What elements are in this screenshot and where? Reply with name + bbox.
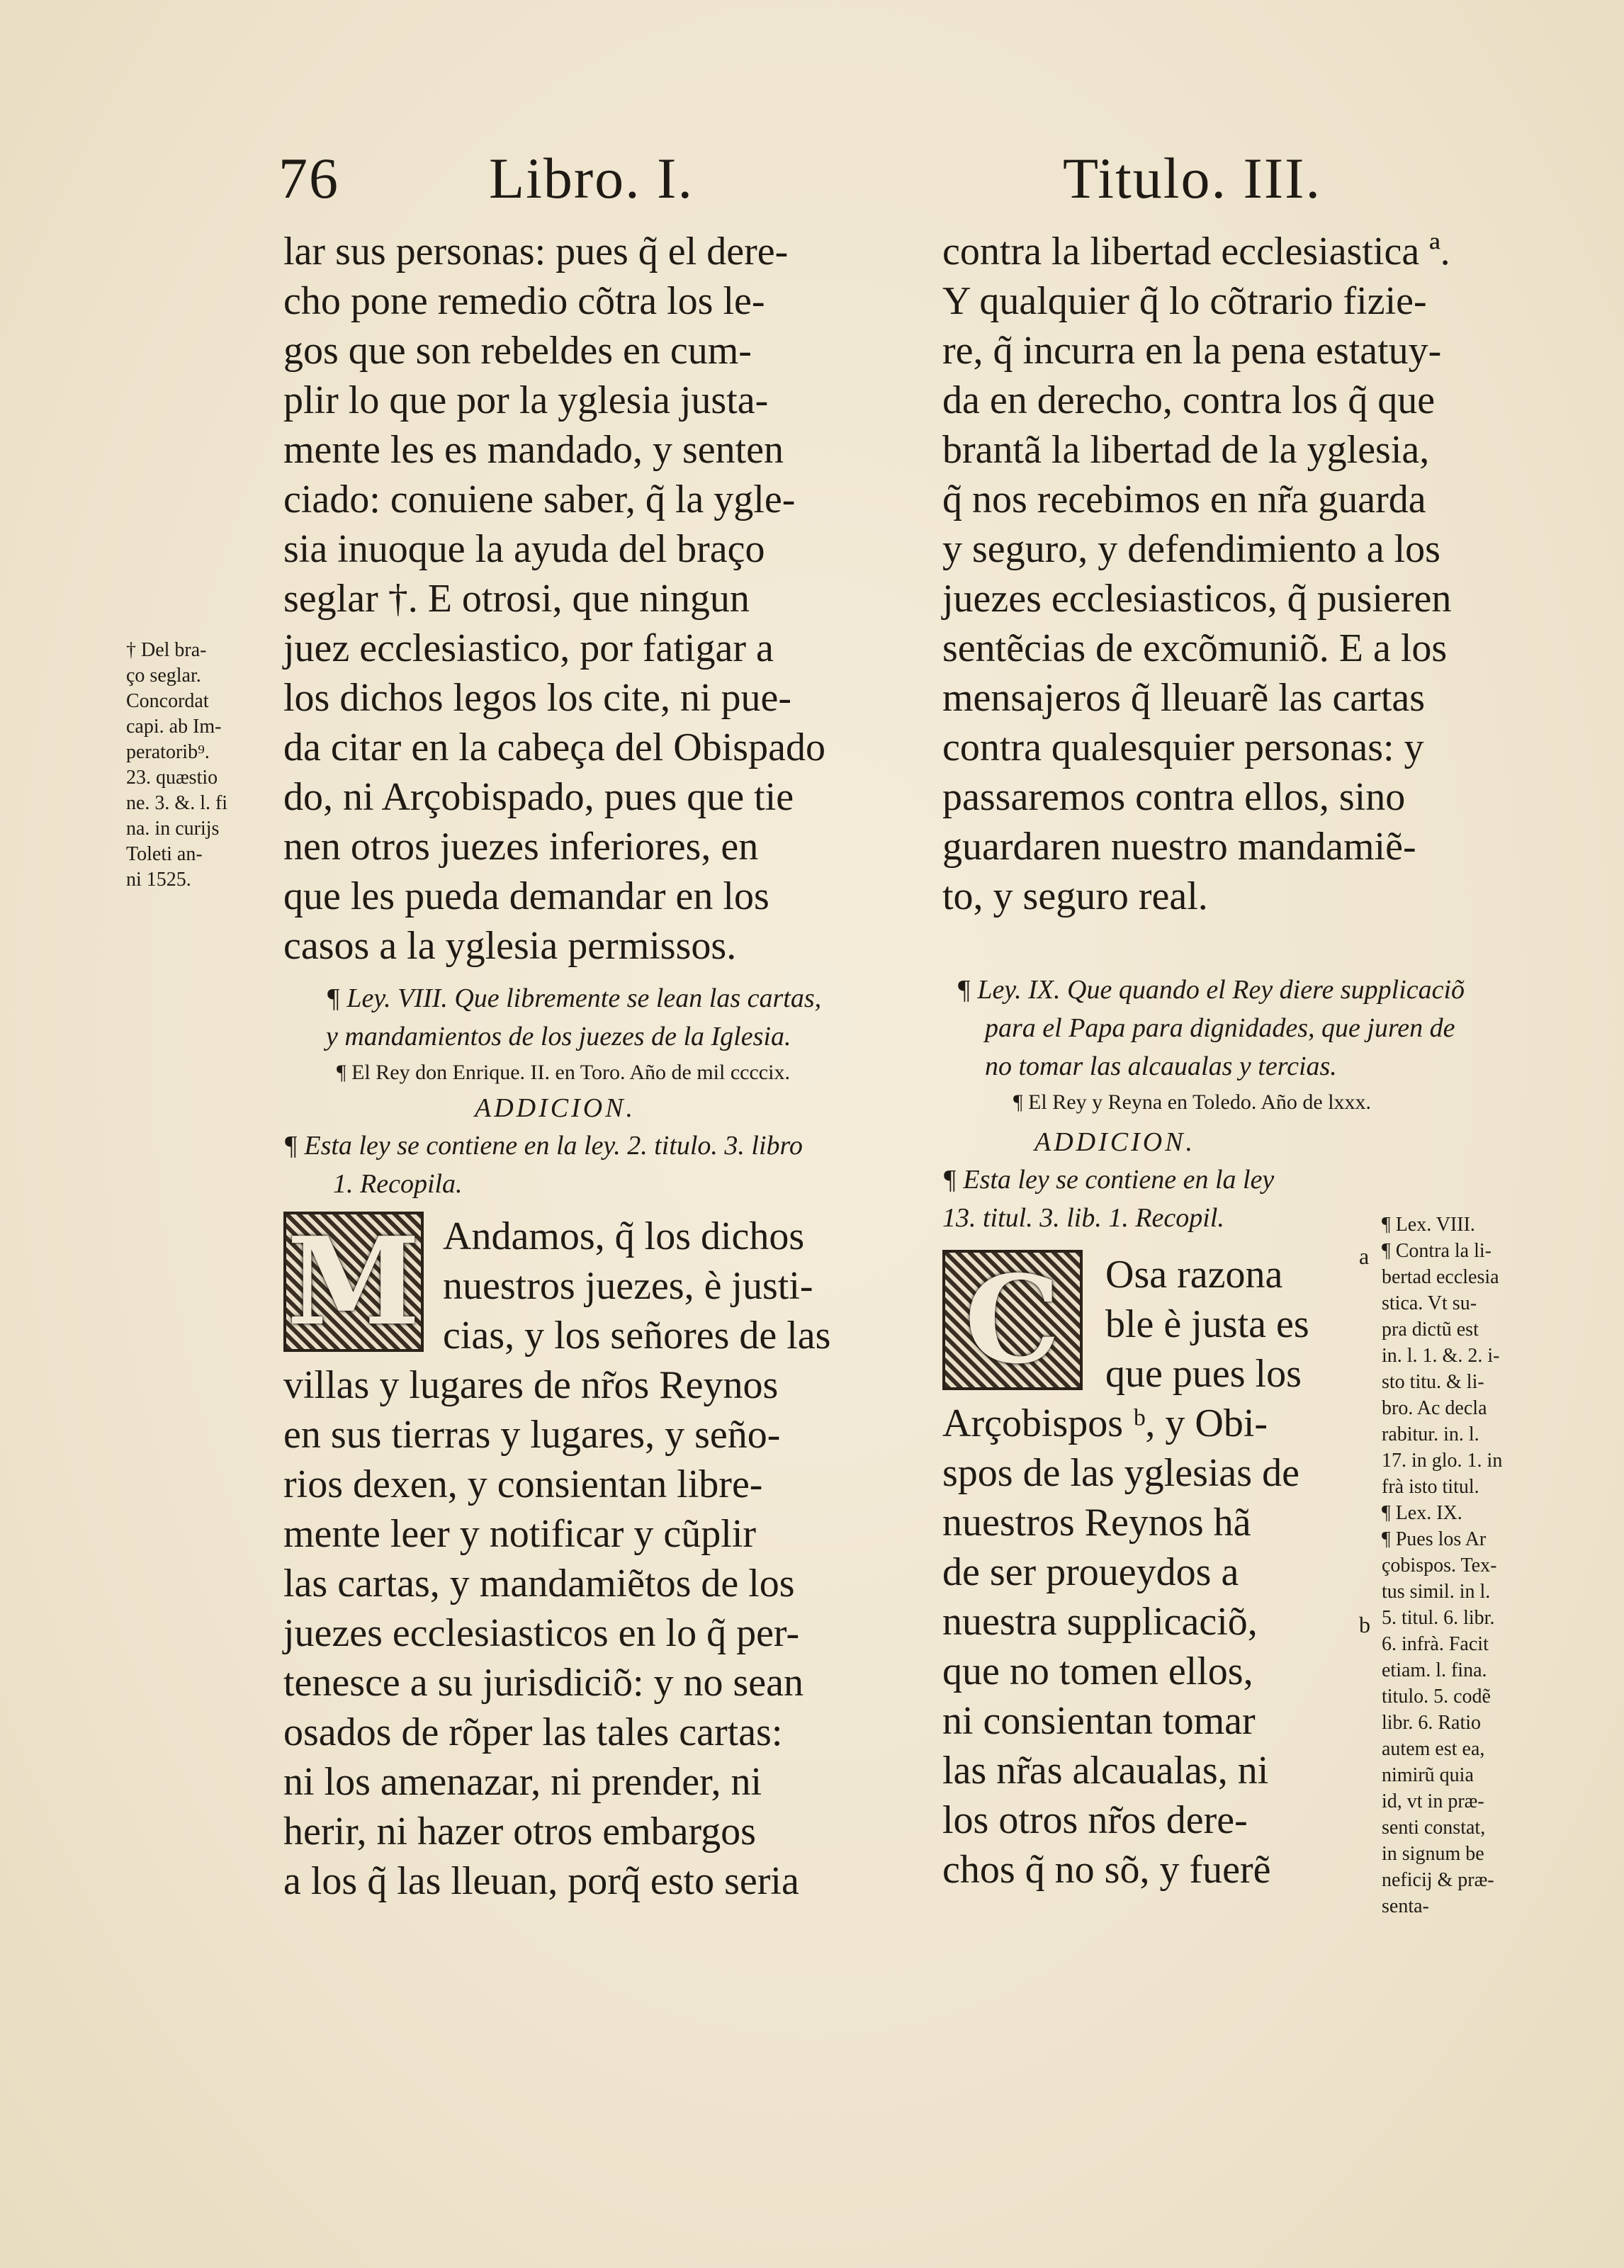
- ley-source: ¶ El Rey don Enrique. II. en Toro. Año de mil ccccix.: [337, 1061, 790, 1084]
- text-line: da en derecho, contra los q̃ que: [942, 378, 1436, 422]
- margin-note-line: 5. titul. 6. libr.: [1382, 1607, 1495, 1629]
- margin-note-line: senta-: [1382, 1895, 1429, 1917]
- initial-letter: M: [286, 1211, 421, 1353]
- margin-note-line: ¶ Contra la li-: [1382, 1240, 1492, 1262]
- addicion-note: ¶ Esta ley se contiene en la ley: [942, 1165, 1275, 1195]
- margin-note-line: bertad ecclesia: [1382, 1266, 1499, 1288]
- text-line: re, q̃ incurra en la pena estatuy-: [942, 329, 1442, 373]
- text-line: herir, ni hazer otros embargos: [283, 1810, 756, 1854]
- text-line: to, y seguro real.: [942, 874, 1208, 918]
- margin-note-line: ni 1525.: [126, 869, 191, 891]
- text-line: que no tomen ellos,: [942, 1649, 1253, 1693]
- header-title: Titulo. III.: [1063, 146, 1321, 210]
- text-line: y seguro, y defendimiento a los: [942, 527, 1440, 571]
- text-line: Osa razona: [1105, 1253, 1283, 1297]
- text-line: que pues los: [1105, 1352, 1302, 1396]
- margin-note-line: capi. ab Im-: [126, 716, 222, 738]
- text-line: ble è justa es: [1105, 1302, 1309, 1346]
- margin-note-line: çobispos. Tex-: [1382, 1555, 1497, 1576]
- margin-note-line: etiam. l. fina.: [1382, 1659, 1487, 1681]
- text-line: nuestra supplicaciõ,: [942, 1600, 1258, 1644]
- margin-note-line: ¶ Lex. VIII.: [1382, 1214, 1475, 1236]
- text-line: do, ni Arçobispado, pues que tie: [283, 775, 794, 819]
- margin-marker-a: a: [1359, 1243, 1370, 1269]
- decorated-initial: [283, 1212, 424, 1352]
- margin-note-line: 17. in glo. 1. in: [1382, 1450, 1503, 1472]
- initial-letter: C: [964, 1249, 1061, 1391]
- addicion-title: ADDICION.: [475, 1093, 636, 1123]
- margin-note-line: libr. 6. Ratio: [1382, 1712, 1481, 1734]
- text-line: cias, y los señores de las: [443, 1314, 831, 1358]
- margin-note-line: Concordat: [126, 690, 209, 712]
- margin-note-line: na. in curijs: [126, 818, 220, 840]
- ley-source: ¶ El Rey y Reyna en Toledo. Año de lxxx.: [1013, 1090, 1372, 1114]
- text-line: ciado: conuiene saber, q̃ la ygle-: [283, 478, 796, 521]
- ley-heading-cont: no tomar las alcaualas y tercias.: [985, 1051, 1337, 1081]
- margin-note-line: 6. infrà. Facit: [1382, 1633, 1489, 1655]
- text-line: seglar †. E otrosi, que ningun: [283, 577, 750, 621]
- text-line: plir lo que por la yglesia justa-: [283, 378, 769, 422]
- text-line: tenesce a su jurisdiciõ: y no sean: [283, 1661, 804, 1705]
- text-line: casos a la yglesia permissos.: [283, 924, 737, 968]
- margin-note-line: ne. 3. &. l. fi: [126, 792, 228, 814]
- text-line: chos q̃ no sõ, y fuerẽ: [942, 1848, 1271, 1892]
- margin-note-line: bro. Ac decla: [1382, 1397, 1487, 1419]
- text-line: mente les es mandado, y senten: [283, 428, 784, 472]
- ley-heading: ¶ Ley. VIII. Que libremente se lean las cartas,: [326, 983, 822, 1013]
- text-line: da citar en la cabeça del Obispado: [283, 726, 825, 769]
- initial-block: [283, 1212, 907, 1360]
- margin-note-line: pra dictũ est: [1382, 1319, 1479, 1341]
- text-line: q̃ nos recebimos en nr̃a guarda: [942, 478, 1426, 521]
- text-line: los otros nr̃os dere-: [942, 1798, 1248, 1842]
- text-line: rios dexen, y consientan libre-: [283, 1462, 763, 1506]
- margin-note-line: rabitur. in. l.: [1382, 1423, 1479, 1445]
- text-line: mensajeros q̃ lleuarẽ las cartas: [942, 676, 1426, 720]
- margin-note-line: id, vt in præ-: [1382, 1790, 1484, 1812]
- margin-note-line: tus simil. in l.: [1382, 1581, 1491, 1603]
- text-line: nen otros juezes inferiores, en: [283, 825, 759, 869]
- text-line: a los q̃ las lleuan, porq̃ esto seria: [283, 1859, 799, 1903]
- text-line: sia inuoque la ayuda del braço: [283, 527, 765, 571]
- left-margin-note: [126, 638, 227, 893]
- margin-note-line: † Del bra-: [126, 639, 207, 661]
- margin-note-line: ¶ Pues los Ar: [1382, 1528, 1487, 1550]
- text-line: lar sus personas: pues q̃ el dere-: [283, 230, 789, 273]
- text-line: spos de las yglesias de: [942, 1451, 1299, 1495]
- text-line: contra la libertad ecclesiastica ª.: [942, 230, 1450, 273]
- text-line: los dichos legos los cite, ni pue-: [283, 676, 792, 720]
- margin-marker-b: b: [1359, 1612, 1370, 1637]
- margin-note-line: in signum be: [1382, 1843, 1484, 1865]
- text-line: juez ecclesiastico, por fatigar a: [283, 626, 774, 670]
- margin-note-line: autem est ea,: [1382, 1738, 1485, 1760]
- text-line: Y qualquier q̃ lo cõtrario fizie-: [942, 279, 1427, 323]
- text-line: ni los amenazar, ni prender, ni: [283, 1760, 762, 1804]
- ley-heading-cont: y mandamientos de los juezes de la Iglesia.: [326, 1022, 791, 1051]
- ley-heading-cont: para el Papa para dignidades, que juren de: [985, 1013, 1455, 1043]
- margin-note-line: sto titu. & li-: [1382, 1371, 1484, 1393]
- margin-note-line: in. l. 1. &. 2. i-: [1382, 1345, 1500, 1367]
- margin-note-line: ¶ Lex. IX.: [1382, 1502, 1462, 1524]
- text-line: mente leer y notificar y cũplir: [283, 1512, 757, 1556]
- margin-note-line: titulo. 5. codẽ: [1382, 1686, 1491, 1708]
- margin-note-line: nimirũ quia: [1382, 1764, 1474, 1786]
- text-line: cho pone remedio cõtra los le-: [283, 279, 765, 323]
- text-line: gos que son rebeldes en cum-: [283, 329, 752, 373]
- text-line: de ser proueydos a: [942, 1550, 1239, 1594]
- margin-note-line: peratorib⁹.: [126, 741, 210, 763]
- margin-note-line: frà isto titul.: [1382, 1476, 1479, 1498]
- margin-note-line: neficij & præ-: [1382, 1869, 1494, 1891]
- margin-note-line: 23. quæstio: [126, 767, 218, 789]
- text-line: ni consientan tomar: [942, 1699, 1256, 1743]
- margin-note-line: Toleti an-: [126, 843, 203, 865]
- addicion-note: ¶ Esta ley se contiene en la ley. 2. titulo. 3. libro: [283, 1131, 803, 1161]
- decorated-initial: [942, 1250, 1083, 1390]
- addicion-note-cont: 1. Recopila.: [333, 1169, 463, 1199]
- text-line: brantã la libertad de la yglesia,: [942, 428, 1430, 472]
- addicion-title: ADDICION.: [1034, 1127, 1196, 1157]
- text-line: en sus tierras y lugares, y seño-: [283, 1413, 781, 1457]
- text-line: que les pueda demandar en los: [283, 874, 769, 918]
- text-line: sentẽcias de excõmuniõ. E a los: [942, 626, 1448, 670]
- running-header: [0, 145, 1624, 223]
- text-line: osados de rõper las tales cartas:: [283, 1710, 783, 1754]
- text-line: juezes ecclesiasticos, q̃ pusieren: [942, 577, 1452, 621]
- text-line: contra qualesquier personas: y: [942, 726, 1424, 769]
- right-margin-notes: [1382, 1212, 1502, 1919]
- text-line: nuestros juezes, è justi-: [443, 1264, 813, 1308]
- margin-note-line: stica. Vt su-: [1382, 1292, 1477, 1314]
- text-line: Andamos, q̃ los dichos: [443, 1214, 805, 1258]
- page-number: 76: [278, 146, 339, 210]
- text-line: juezes ecclesiasticos en lo q̃ per-: [283, 1611, 800, 1655]
- ley-heading: ¶ Ley. IX. Que quando el Rey diere supplicaciõ: [957, 975, 1465, 1005]
- text-line: passaremos contra ellos, sino: [942, 775, 1406, 819]
- header-book: Libro. I.: [489, 146, 694, 210]
- margin-note-line: ço seglar.: [126, 665, 201, 687]
- text-line: Arçobispos ᵇ, y Obi-: [942, 1401, 1268, 1445]
- text-line: villas y lugares de nr̃os Reynos: [283, 1363, 779, 1407]
- text-line: las nr̃as alcaualas, ni: [942, 1749, 1269, 1793]
- addicion-note-cont: 13. titul. 3. lib. 1. Recopil.: [942, 1203, 1224, 1233]
- left-column: [283, 227, 907, 1906]
- margin-note-line: senti constat,: [1382, 1817, 1486, 1839]
- text-line: las cartas, y mandamiẽtos de los: [283, 1562, 795, 1606]
- text-line: guardaren nuestro mandamiẽ-: [942, 825, 1416, 869]
- text-line: nuestros Reynos hã: [942, 1501, 1251, 1545]
